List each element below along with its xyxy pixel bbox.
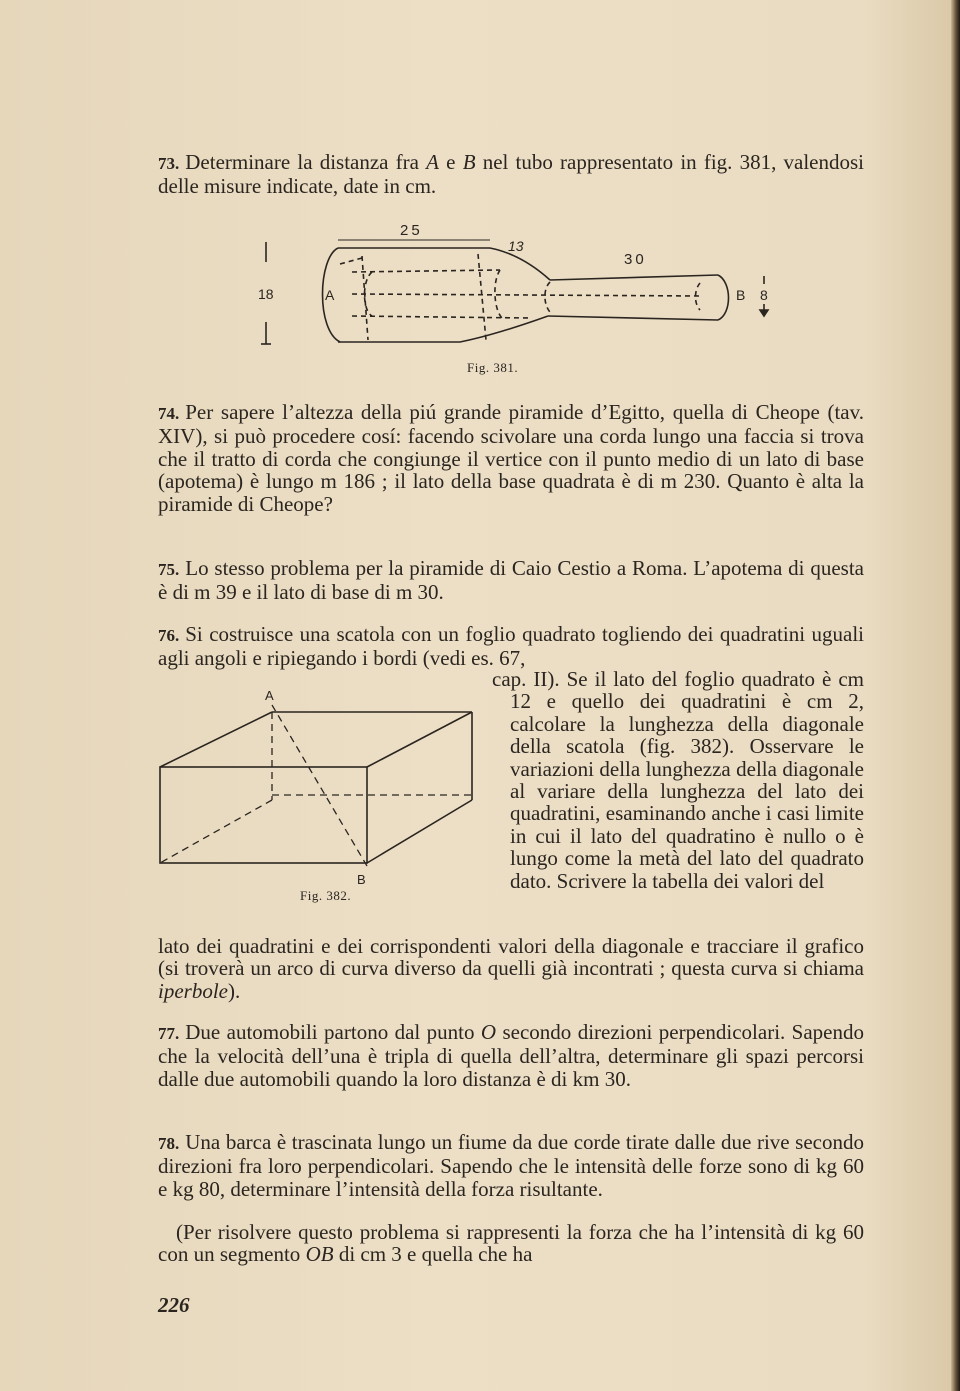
problem-77: 77. Due automobili partono dal punto O secondo direzioni perpendicolari. Sapendo che la velocità dell’una è tripla di quella dell’altra, determinare gli spazi percorsi dalle due automobili quando la loro distanza è di km 30.: [158, 1020, 864, 1091]
problem-78: 78. Una barca è trascinata lungo un fiume da due corde tirate dalle due rive secondo direzioni fra loro perpendicolari. Sapendo che le intensità delle forze sono di kg 60 e kg 80, determinare l’intensità della forza risultante.: [158, 1130, 864, 1201]
problem-75: 75. Lo stesso problema per la piramide di Caio Cestio a Roma. L’apotema di questa è di m 39 e il lato di base di m 30.: [158, 556, 864, 605]
problem-74: 74. Per sapere l’altezza della piú grande piramide d’Egitto, quella di Cheope (tav. XIV), si può procedere cosí: facendo scivolare una corda lungo una faccia si trova che il tratto di corda che congiunge il vertice con il punto medio di un lato di base (apotema) è lungo m 186 ; il lato della base quadrata è di m 230. Quanto è alta la piramide di Cheope?: [158, 400, 864, 516]
term-iperbole: iperbole: [158, 978, 228, 1003]
fig381-dim-left: 18: [258, 286, 274, 302]
problem-number: 74.: [158, 404, 180, 423]
book-edge: [951, 0, 960, 1391]
variable-o: O: [480, 1020, 497, 1044]
fig381-label-a: A: [325, 287, 335, 303]
problem-number: 77.: [158, 1024, 180, 1043]
problem-number: 73.: [158, 154, 180, 173]
fig382-caption: Fig. 382.: [300, 888, 352, 903]
problem-78-note: (Per risolvere questo problema si rappresenti la forza che ha l’intensità di kg 60 con un segmento OB di cm 3 e quella che ha: [158, 1220, 864, 1267]
problem-76-top: 76. Si costruisce una scatola con un foglio quadrato togliendo dei quadratini uguali agli angoli e ripiegando i bordi (vedi es. 67,: [158, 622, 864, 671]
problem-73: 73. Determinare la distanza fra A e B nel tubo rappresentato in fig. 381, valendosi delle misure indicate, date in cm.: [158, 150, 864, 199]
fig381-caption: Fig. 381.: [467, 360, 519, 375]
variable-a: A: [426, 150, 439, 174]
variable-b: B: [462, 150, 476, 174]
fig381-dim-right: 30: [624, 251, 647, 268]
fig381-dim-top: 25: [400, 222, 423, 239]
problem-76-wrapped-text: cap. II). Se il lato del foglio quadrato è cm 12 e quello dei quadratini è cm 2, calcolare la lunghezza della diagonale della scatola (fig. 382). Osservare le variazioni della lunghezza della diagonale al variare della lunghezza del lato dei quadratini, esaminando anche i casi limite in cui il lato del quadratino è nullo o è lungo come la metà del lato del quadrato dato. Scrivere la tabella dei valori del: [492, 667, 864, 893]
fig381-label-b: B: [736, 287, 746, 303]
fig382-label-a: A: [265, 688, 274, 703]
problem-number: 76.: [158, 626, 180, 645]
problem-number: 78.: [158, 1134, 180, 1153]
problem-number: 75.: [158, 560, 180, 579]
fig382-label-b: B: [357, 872, 366, 887]
fig381-dim-slant: 13: [508, 238, 524, 254]
fig381-dim-right-small: 8: [760, 287, 768, 303]
segment-ob: OB: [305, 1242, 334, 1267]
problem-76-bottom: lato dei quadratini e dei corrispondenti valori della diagonale e tracciare il grafico (si troverà un arco di curva diverso da quelli già incontrati ; questa curva si chiama iperbole).: [158, 934, 864, 1003]
page-number: 226: [158, 1293, 190, 1317]
